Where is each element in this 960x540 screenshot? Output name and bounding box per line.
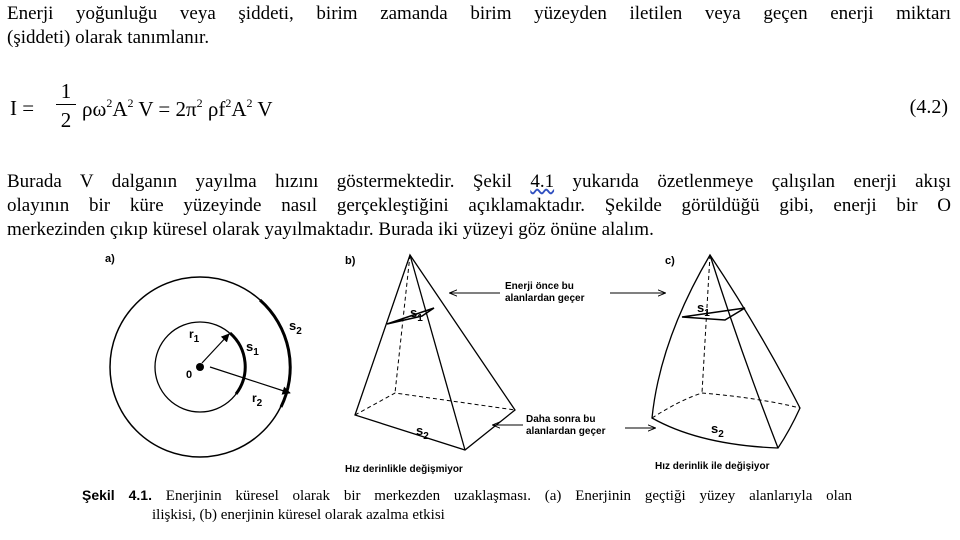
r1-arrow — [202, 334, 229, 363]
eq-term-a: A — [112, 97, 128, 121]
equation-rhs — [82, 96, 273, 122]
origin-label: 0 — [186, 369, 193, 381]
s2-label-a: $s_2$ — [289, 318, 302, 337]
eq-exp-1: 2 — [106, 96, 113, 110]
eq-term-rho-f: ρf — [202, 97, 226, 121]
r2-label: $r_2$ — [252, 391, 263, 409]
paragraph-intro — [7, 2, 951, 50]
paragraph-explanation-line-2: olayının bir küre yüzeyinde nasıl gerçekleştiğini açıklamaktadır. Şekilde görüldüğü gibi, enerji bir O — [7, 195, 951, 216]
panel-a-label: a) — [105, 253, 115, 265]
eq-term-rho-omega: ρω — [82, 97, 107, 121]
paragraph-intro-line-2: (şiddeti) olarak tanımlanır. — [7, 27, 210, 48]
eq-exp-4: 2 — [225, 96, 232, 110]
caption-label: Şekil 4.1. — [82, 487, 152, 503]
eq-exp-5: 2 — [246, 96, 253, 110]
figure-4-1 — [0, 250, 960, 480]
r1-label: $r_1$ — [189, 327, 200, 345]
figure-caption — [82, 486, 852, 525]
figure-reference-link[interactable]: 4.1 — [530, 171, 555, 192]
eq-term-a2: A — [231, 97, 247, 121]
panel-c-label: c) — [665, 255, 675, 267]
eq-term-v-2pi: V = 2π — [133, 97, 197, 121]
eq-exp-3: 2 — [196, 96, 203, 110]
equation-number: (4.2) — [909, 96, 948, 118]
panel-b-label: b) — [345, 255, 356, 267]
center-point — [196, 363, 204, 371]
pyramid-front-edge — [410, 255, 465, 450]
cone-hidden-edge — [702, 255, 710, 393]
note-top-line2: alanlardan geçer — [505, 293, 585, 304]
panel-b-diagram — [345, 255, 515, 475]
note-top-line1: Enerji önce bu — [505, 281, 574, 292]
paragraph-explanation-line-3: merkezinden çıkıp küresel olarak yayılmaktadır. Burada iki yüzeyi göz önüne alalım. — [7, 219, 654, 240]
caption-line-2: ilişkisi, (b) enerjinin küresel olarak azalma etkisi — [152, 507, 445, 523]
cone-outline — [652, 255, 800, 448]
fraction-numerator: 1 — [60, 79, 72, 103]
equation-lhs: I = — [10, 96, 35, 120]
eq-term-v: V — [252, 97, 273, 121]
eq-exp-2: 2 — [127, 96, 134, 110]
cone-s1-section — [682, 308, 745, 320]
panel-a-diagram — [105, 253, 302, 457]
cone-front-edge — [710, 255, 778, 448]
caption-panel-b: Hız derinlikle değişmiyor — [345, 464, 463, 475]
caption-panel-c: Hız derinlik ile değişiyor — [655, 461, 770, 472]
s1-label-a: $s_1$ — [246, 339, 259, 358]
pyramid-hidden-base — [355, 393, 515, 415]
arc-s2 — [260, 300, 290, 407]
s2-label-c: $s_2$ — [711, 421, 724, 440]
paragraph-explanation-line-1 — [7, 170, 951, 194]
caption-line-1-text: Enerjinin küresel olarak bir merkezden uzaklaşması. (a) Enerjinin geçtiği yüzey alanlarıyla olan — [152, 488, 852, 504]
s1-label-c: $s_1$ — [697, 300, 710, 319]
equation-fraction — [56, 78, 76, 131]
cone-hidden-base — [652, 393, 800, 418]
equation-4-2 — [10, 78, 950, 138]
para2-line1-end: yukarıda özetlenmeye çalışılan enerji akışı — [554, 171, 951, 192]
paragraph-intro-line-1: Enerji yoğunluğu veya şiddeti, birim zamanda birim yüzeyden iletilen veya geçen enerji miktarı — [7, 3, 951, 24]
annotations — [450, 281, 665, 437]
arc-s1 — [230, 333, 245, 394]
caption-line-1 — [82, 486, 852, 506]
s2-label-b: $s_2$ — [416, 423, 429, 442]
para2-line1-start: Burada V dalganın yayılma hızını göstermektedir. Şekil — [7, 171, 531, 192]
panel-c-diagram — [652, 255, 800, 472]
r2-arrow — [210, 367, 290, 393]
note-bottom-line2: alanlardan geçer — [526, 426, 606, 437]
paragraph-explanation — [7, 170, 951, 242]
pyramid-outline — [355, 255, 515, 450]
s1-label-b: $s_1$ — [410, 305, 423, 324]
note-bottom-line1: Daha sonra bu — [526, 414, 596, 425]
fraction-denominator: 2 — [60, 108, 72, 132]
